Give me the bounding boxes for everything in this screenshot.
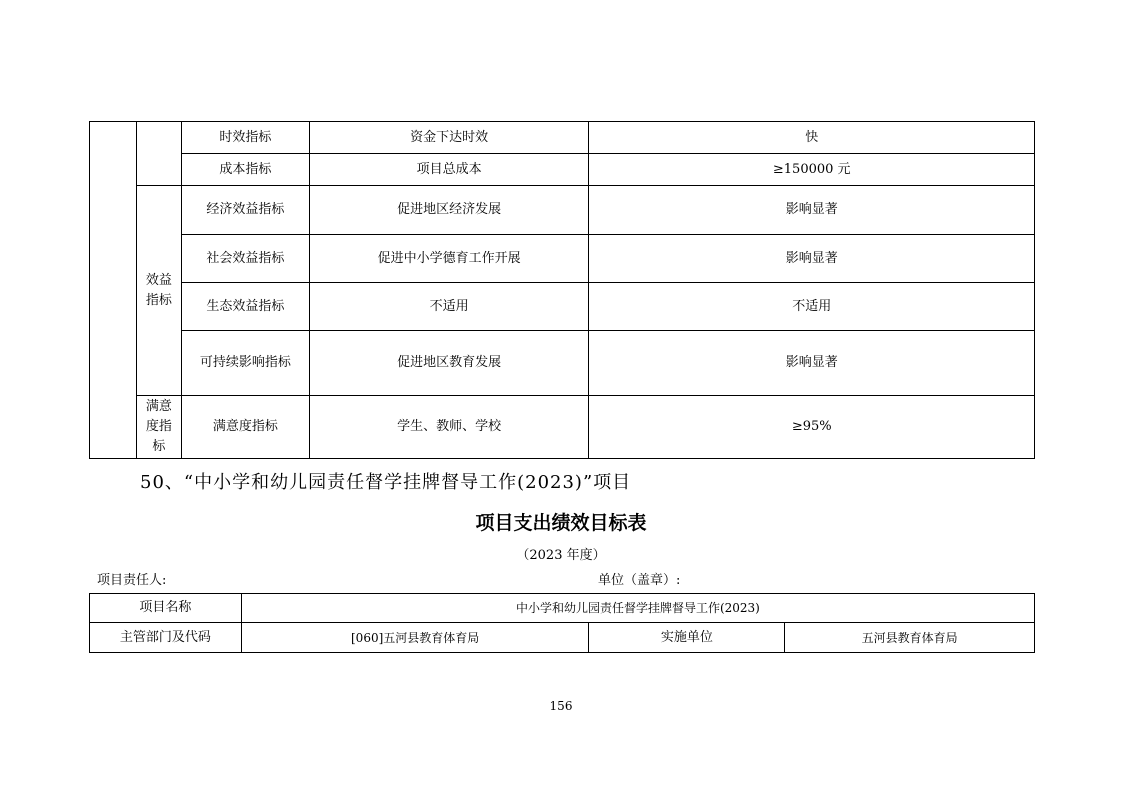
indicator-name: 可持续影响指标 <box>181 331 309 396</box>
project-info-table <box>89 593 1035 653</box>
indicator-target: 快 <box>589 122 1035 154</box>
output-indicator-cell <box>90 122 137 459</box>
indicator-content: 项目总成本 <box>309 154 589 186</box>
implementing-unit-label: 实施单位 <box>589 623 785 653</box>
indicator-content: 资金下达时效 <box>309 122 589 154</box>
indicator-name: 满意度指标 <box>181 396 309 459</box>
department-label: 主管部门及代码 <box>90 623 242 653</box>
responsible-person-label: 项目责任人: <box>97 573 167 588</box>
project-name-value: 中小学和幼儿园责任督学挂牌督导工作(2023) <box>241 594 1034 623</box>
indicator-content: 促进地区经济发展 <box>309 186 589 235</box>
department-value: [060]五河县教育体育局 <box>241 623 589 653</box>
satisfaction-group-label: 满意度指标 <box>145 399 172 454</box>
form-year: （2023 年度） <box>516 548 606 563</box>
indicator-target: 影响显著 <box>589 186 1035 235</box>
benefit-group-label: 效益指标 <box>145 272 172 308</box>
table-row <box>90 623 1035 653</box>
indicator-name: 生态效益指标 <box>181 283 309 331</box>
indicator-content: 促进地区教育发展 <box>309 331 589 396</box>
indicator-content: 促进中小学德育工作开展 <box>309 235 589 283</box>
indicator-target: 影响显著 <box>589 235 1035 283</box>
indicator-target: ≥150000 元 <box>589 154 1035 186</box>
implementing-unit-value: 五河县教育体育局 <box>785 623 1035 653</box>
table-row <box>90 396 1035 459</box>
page-number: 156 <box>549 699 573 713</box>
table-row <box>90 331 1035 396</box>
indicator-name: 社会效益指标 <box>181 235 309 283</box>
indicator-name: 时效指标 <box>181 122 309 154</box>
indicator-content: 不适用 <box>309 283 589 331</box>
benefit-group-cell <box>136 186 181 396</box>
table-row <box>90 235 1035 283</box>
performance-indicator-table <box>89 121 1035 459</box>
indicator-content: 学生、教师、学校 <box>309 396 589 459</box>
indicator-target: 影响显著 <box>589 331 1035 396</box>
satisfaction-group-cell <box>136 396 181 459</box>
indicator-target: ≥95% <box>589 396 1035 459</box>
indicator-name: 经济效益指标 <box>181 186 309 235</box>
indicator-name: 成本指标 <box>181 154 309 186</box>
table-row <box>90 122 1035 154</box>
table-row <box>90 594 1035 623</box>
output-subcategory-cell <box>136 122 181 186</box>
unit-seal-label: 单位（盖章）: <box>598 573 681 588</box>
project-name-label: 项目名称 <box>90 594 242 623</box>
indicator-target: 不适用 <box>589 283 1035 331</box>
table-row <box>90 283 1035 331</box>
section-heading: 50、“中小学和幼儿园责任督学挂牌督导工作(2023)”项目 <box>140 472 632 493</box>
table-row <box>90 186 1035 235</box>
form-title: 项目支出绩效目标表 <box>475 512 647 534</box>
table-row <box>90 154 1035 186</box>
